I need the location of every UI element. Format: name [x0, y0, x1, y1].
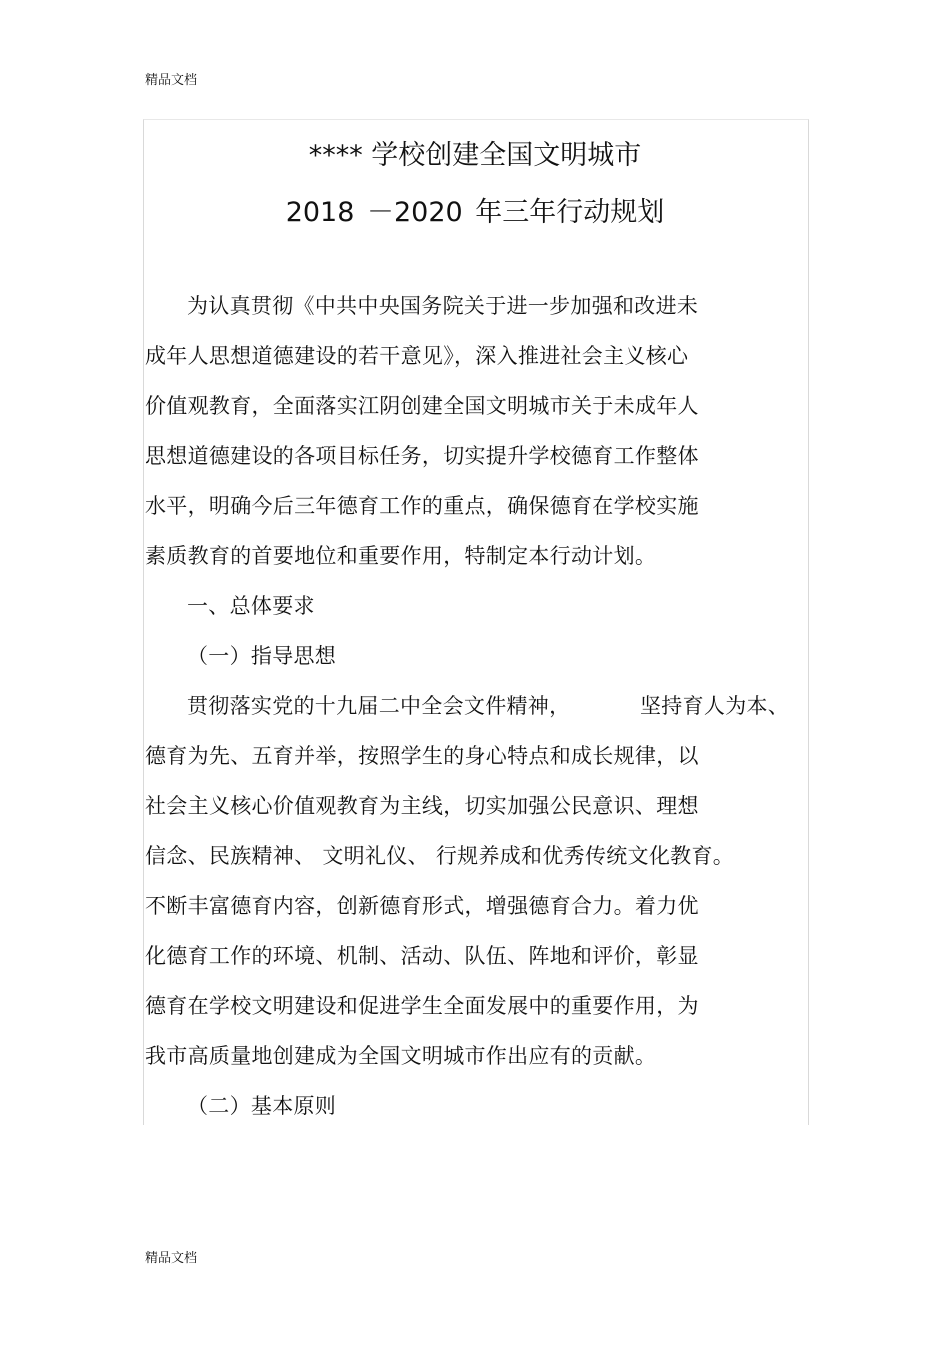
page-header-label: 精品文档: [145, 73, 198, 88]
section-heading: 一、总体要求: [187, 594, 315, 618]
subsection-heading: （二）基本原则: [187, 1094, 337, 1118]
body-line: 化德育工作的环境、机制、活动、队伍、阵地和评价，彰显: [145, 944, 699, 968]
body-line: 价值观教育，全面落实江阴创建全国文明城市关于未成年人: [145, 394, 699, 418]
body-line: 社会主义核心价值观教育为主线，切实加强公民意识、理想: [145, 794, 699, 818]
body-line: 德育为先、五育并举，按照学生的身心特点和成长规律，以: [145, 744, 699, 768]
page-footer-label: 精品文档: [145, 1251, 198, 1266]
body-line: 水平，明确今后三年德育工作的重点，确保德育在学校实施: [145, 494, 699, 518]
body-line: 我市高质量地创建成为全国文明城市作出应有的贡献。: [145, 1044, 657, 1068]
body-line: 贯彻落实党的十九届二中全会文件精神，: [187, 694, 571, 718]
body-line: 素质教育的首要地位和重要作用，特制定本行动计划。: [145, 544, 657, 568]
subsection-heading: （一）指导思想: [187, 644, 337, 668]
body-line: 为认真贯彻《中共中央国务院关于进一步加强和改进未: [187, 294, 699, 318]
body-line-continuation: 坚持育人为本、: [640, 694, 790, 718]
body-line: 德育在学校文明建设和促进学生全面发展中的重要作用，为: [145, 994, 699, 1018]
document-frame: [143, 119, 809, 1125]
body-line: 不断丰富德育内容，创新德育形式，增强德育合力。着力优: [145, 894, 699, 918]
body-line: 思想道德建设的各项目标任务，切实提升学校德育工作整体: [145, 444, 699, 468]
body-line: 成年人思想道德建设的若干意见》，深入推进社会主义核心: [145, 344, 689, 368]
document-title-line-2: 2018 －2020 年三年行动规划: [285, 197, 665, 228]
body-line: 信念、民族精神、 文明礼仪、 行规养成和优秀传统文化教育。: [145, 844, 735, 868]
document-title-line-1: **** 学校创建全国文明城市: [308, 140, 642, 171]
